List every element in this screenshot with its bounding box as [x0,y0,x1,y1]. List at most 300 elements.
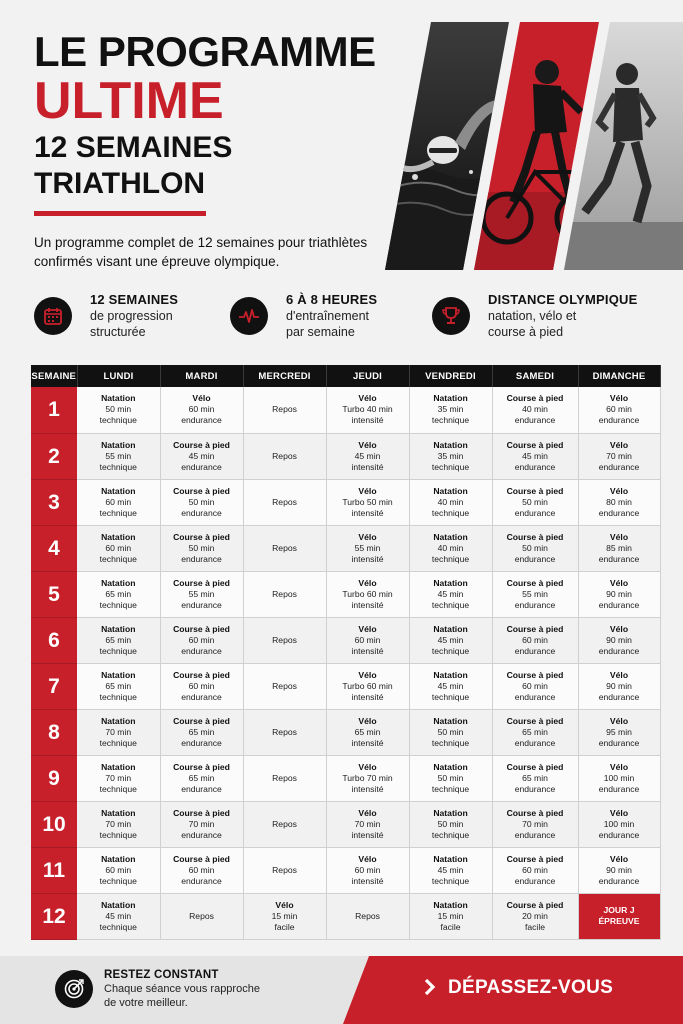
session-detail: technique [99,415,137,426]
session-detail: 60 min [188,864,215,875]
session-title: Vélo [358,715,377,726]
session-cell [326,571,409,617]
session-detail: 60 min [188,634,215,645]
session-cell [409,479,492,525]
session-title: Repos [272,772,297,783]
chevron-right-icon [424,978,436,999]
session-detail: technique [431,461,470,472]
session-detail: endurance [181,645,222,656]
session-cell [492,617,578,663]
session-detail: intensité [351,461,384,472]
session-title: Course à pied [173,669,230,680]
session-detail: intensité [351,737,384,748]
session-title: Repos [272,496,297,507]
week-number: 12 [31,893,77,939]
session-detail: endurance [514,553,556,564]
session-detail: 20 min [522,910,548,921]
session-detail: 50 min [522,542,548,553]
footer [0,956,683,1024]
session-detail: Turbo 50 min [342,496,393,507]
session-detail: 90 min [606,588,632,599]
session-detail: technique [431,783,470,794]
session-cell [243,847,326,893]
session-detail: 65 min [105,680,132,691]
session-detail: 55 min [522,588,548,599]
session-detail: 55 min [188,588,215,599]
session-title: Natation [101,715,136,726]
session-detail: 40 min [437,542,464,553]
session-detail: 50 min [188,496,215,507]
session-title: Course à pied [173,853,230,864]
session-cell [326,801,409,847]
session-detail: 45 min [437,680,464,691]
header-tuesday: MARDI [160,365,243,387]
session-title: Repos [272,634,297,645]
session-detail: intensité [351,645,384,656]
session-title: Natation [101,807,136,818]
session-detail: endurance [514,507,556,518]
footer-message [104,968,304,1010]
session-cell [243,571,326,617]
session-detail: 60 min [522,864,548,875]
session-detail: 90 min [606,680,632,691]
session-detail: endurance [181,461,222,472]
session-detail: endurance [598,507,640,518]
table-row [31,801,660,847]
session-detail: Turbo 60 min [342,588,393,599]
session-cell [77,663,160,709]
week-number: 9 [31,755,77,801]
session-title: Course à pied [506,715,564,726]
session-title: Course à pied [173,485,230,496]
footer-text: Chaque séance vous rapproche de votre meilleur. [104,983,260,1009]
title-line-3: 12 SEMAINES TRIATHLON [34,131,233,200]
week-number: 1 [31,387,77,433]
session-detail: 60 min [354,864,381,875]
session-cell [160,893,243,939]
session-detail: technique [99,783,137,794]
session-detail: 65 min [188,726,215,737]
session-cell [243,893,326,939]
session-cell [492,663,578,709]
session-cell [492,571,578,617]
session-cell [578,663,660,709]
session-detail: endurance [598,691,640,702]
session-cell [492,525,578,571]
session-title: Course à pied [173,439,230,450]
heartbeat-icon [230,297,268,335]
title-line-2: ULTIME [34,72,224,130]
session-title: Vélo [609,807,629,818]
session-title: Repos [272,864,297,875]
session-cell [578,525,660,571]
hero-image [385,22,683,270]
table-row [31,525,660,571]
session-detail: endurance [514,461,556,472]
session-detail: 70 min [606,450,632,461]
session-detail: technique [99,921,137,932]
table-row [31,571,660,617]
session-cell [243,755,326,801]
session-cell [326,525,409,571]
session-detail: 90 min [606,634,632,645]
session-title: Course à pied [506,761,564,772]
session-detail: endurance [598,829,640,840]
session-title: Course à pied [506,393,564,404]
intro-text: Un programme complet de 12 semaines pour triathlètes confirmés visant une épreuve olympique. [34,235,368,269]
session-detail: endurance [598,415,640,426]
session-title: Vélo [609,761,629,772]
session-cell [77,709,160,755]
session-detail: facile [440,921,461,932]
session-cell [160,479,243,525]
week-number: 3 [31,479,77,525]
session-cell [409,571,492,617]
session-title: Natation [433,669,468,680]
feature-weeks-title: 12 SEMAINES [90,292,179,307]
session-detail: ÉPREUVE [598,916,640,926]
week-number: 5 [31,571,77,617]
session-title: Course à pied [506,623,564,634]
session-detail: endurance [514,599,556,610]
session-cell [578,755,660,801]
session-title: Vélo [609,577,629,588]
session-detail: technique [431,737,470,748]
session-detail: technique [99,737,137,748]
session-title: Repos [272,404,297,415]
session-title: Course à pied [173,623,230,634]
schedule-body [31,387,660,939]
session-cell [409,387,492,433]
session-cell [243,433,326,479]
session-detail: 65 min [188,772,215,783]
session-detail: technique [431,553,470,564]
session-detail: 15 min [271,910,298,921]
session-title: Vélo [275,899,294,910]
session-detail: endurance [181,691,222,702]
session-title: Course à pied [506,669,564,680]
session-detail: 60 min [105,864,132,875]
session-cell [77,571,160,617]
session-title: Natation [101,761,136,772]
session-detail: 45 min [105,910,132,921]
table-row [31,387,660,433]
session-detail: technique [431,829,470,840]
session-detail: technique [431,691,470,702]
session-detail: 100 min [603,772,635,783]
session-detail: 60 min [354,634,381,645]
session-cell [578,387,660,433]
table-row [31,709,660,755]
session-detail: 60 min [188,404,215,415]
session-detail: endurance [514,829,556,840]
session-cell [492,801,578,847]
session-detail: 65 min [105,588,132,599]
session-detail: Turbo 60 min [342,680,393,691]
session-detail: intensité [351,829,384,840]
session-title: Natation [101,393,136,404]
session-cell [160,801,243,847]
session-title: JOUR J [603,905,635,915]
session-cell [77,755,160,801]
session-detail: 45 min [437,588,464,599]
session-title: Course à pied [173,577,230,588]
session-detail: technique [99,829,137,840]
session-detail: intensité [351,553,384,564]
session-detail: 45 min [354,450,381,461]
session-detail: 60 min [606,404,632,415]
session-detail: technique [99,875,137,886]
session-cell [492,847,578,893]
header-sunday: DIMANCHE [578,365,660,387]
session-cell [578,847,660,893]
session-detail: technique [431,415,470,426]
session-detail: 70 min [105,726,132,737]
session-detail: endurance [598,875,640,886]
session-detail: 85 min [606,542,632,553]
session-title: Vélo [192,393,211,404]
session-cell [77,801,160,847]
session-title: Natation [101,853,136,864]
session-detail: 90 min [606,864,632,875]
session-detail: 95 min [606,726,632,737]
session-detail: intensité [351,783,384,794]
session-detail: 60 min [105,496,132,507]
session-cell [578,893,660,939]
session-title: Vélo [358,853,377,864]
session-detail: endurance [181,875,222,886]
session-detail: 65 min [105,634,132,645]
table-row [31,617,660,663]
session-detail: intensité [351,875,384,886]
session-detail: technique [431,875,470,886]
session-detail: Turbo 70 min [342,772,393,783]
session-detail: intensité [351,599,384,610]
session-title: Course à pied [506,853,564,864]
session-title: Course à pied [506,807,564,818]
session-cell [243,663,326,709]
title-line-1: LE PROGRAMME [34,28,376,75]
week-number: 10 [31,801,77,847]
features-row [34,292,674,344]
session-detail: 70 min [522,818,548,829]
session-cell [326,479,409,525]
session-detail: 65 min [354,726,381,737]
session-detail: 60 min [522,634,548,645]
session-detail: technique [431,599,470,610]
session-cell [326,847,409,893]
session-title: Vélo [609,531,629,542]
week-number: 6 [31,617,77,663]
header-saturday: SAMEDI [492,365,578,387]
session-detail: endurance [598,645,640,656]
session-detail: 45 min [437,864,464,875]
session-cell [492,709,578,755]
session-title: Natation [101,439,136,450]
session-cell [492,433,578,479]
session-title: Natation [101,899,136,910]
session-cell [243,479,326,525]
session-cell [77,387,160,433]
session-detail: 45 min [437,634,464,645]
session-cell [243,617,326,663]
week-number: 4 [31,525,77,571]
header-friday: VENDREDI [409,365,492,387]
session-detail: 50 min [437,726,464,737]
session-cell [409,801,492,847]
session-cell [578,709,660,755]
session-title: Vélo [358,669,377,680]
session-cell [409,525,492,571]
session-detail: endurance [598,737,640,748]
session-cell [160,755,243,801]
session-cell [77,847,160,893]
session-detail: endurance [514,691,556,702]
session-detail: endurance [181,829,222,840]
session-detail: 70 min [188,818,215,829]
session-detail: endurance [598,599,640,610]
header-thursday: JEUDI [326,365,409,387]
session-detail: 55 min [354,542,381,553]
session-detail: 35 min [437,450,464,461]
session-cell [243,801,326,847]
feature-distance-text: natation, vélo et course à pied [488,309,577,339]
session-title: Natation [433,485,468,496]
session-title: Vélo [358,761,377,772]
session-detail: 15 min [437,910,464,921]
session-detail: technique [99,553,137,564]
session-detail: 80 min [606,496,632,507]
session-title: Course à pied [506,899,564,910]
week-number: 8 [31,709,77,755]
trophy-icon [432,297,470,335]
session-detail: 55 min [105,450,132,461]
schedule-table [31,365,661,940]
session-title: Natation [433,807,468,818]
session-detail: 60 min [105,542,132,553]
session-detail: technique [431,507,470,518]
table-row [31,755,660,801]
table-row [31,893,660,939]
session-detail: 50 min [437,772,464,783]
session-detail: 35 min [437,404,464,415]
session-detail: 65 min [522,726,548,737]
session-detail: endurance [181,507,222,518]
cta-button[interactable] [424,977,613,999]
session-detail: technique [99,507,137,518]
session-title: Course à pied [506,485,564,496]
session-cell [243,387,326,433]
session-title: Vélo [609,715,629,726]
session-cell [409,847,492,893]
session-title: Vélo [609,439,629,450]
session-cell [492,893,578,939]
header-monday: LUNDI [77,365,160,387]
session-title: Vélo [358,393,377,404]
session-detail: 50 min [105,404,132,415]
session-title: Vélo [358,807,377,818]
session-title: Vélo [609,393,629,404]
session-cell [326,387,409,433]
session-detail: 40 min [437,496,464,507]
session-cell [77,893,160,939]
session-title: Repos [272,818,297,829]
session-cell [326,433,409,479]
session-detail: intensité [351,507,384,518]
feature-distance [432,292,638,340]
session-title: Course à pied [173,531,230,542]
session-detail: endurance [181,415,222,426]
session-detail: 70 min [354,818,381,829]
session-detail: facile [524,921,546,932]
feature-hours-text: d'entraînement par semaine [286,309,369,339]
session-cell [160,433,243,479]
session-title: Natation [433,439,468,450]
session-cell [160,709,243,755]
session-detail: technique [99,461,137,472]
session-detail: technique [99,691,137,702]
session-detail: endurance [181,599,222,610]
target-icon [55,970,93,1008]
session-cell [160,571,243,617]
session-title: Course à pied [173,715,230,726]
session-title: Natation [433,899,468,910]
session-detail: 50 min [437,818,464,829]
week-number: 2 [31,433,77,479]
session-cell [160,525,243,571]
session-cell [160,847,243,893]
session-cell [409,755,492,801]
session-cell [492,479,578,525]
calendar-icon [34,297,72,335]
session-detail: endurance [598,461,640,472]
session-detail: 50 min [188,542,215,553]
session-title: Natation [433,577,468,588]
session-cell [578,571,660,617]
session-detail: technique [99,645,137,656]
session-cell [326,709,409,755]
session-title: Course à pied [506,439,564,450]
session-detail: intensité [351,691,384,702]
feature-distance-title: DISTANCE OLYMPIQUE [488,292,638,307]
session-cell [326,617,409,663]
session-title: Repos [272,588,297,599]
header-week: SEMAINE [31,365,77,387]
session-detail: endurance [514,415,556,426]
session-cell [326,663,409,709]
session-cell [578,433,660,479]
session-title: Vélo [609,669,629,680]
session-title: Vélo [358,531,377,542]
session-detail: 45 min [188,450,215,461]
session-cell [578,479,660,525]
session-cell [243,525,326,571]
session-cell [77,617,160,663]
session-title: Vélo [358,623,377,634]
session-cell [160,663,243,709]
session-cell [243,709,326,755]
session-title: Natation [101,669,136,680]
session-detail: technique [99,599,137,610]
session-title: Course à pied [506,577,564,588]
session-title: Natation [101,577,136,588]
session-detail: endurance [598,783,640,794]
session-title: Course à pied [173,761,230,772]
session-title: Natation [101,485,136,496]
session-title: Course à pied [173,807,230,818]
session-title: Repos [272,726,297,737]
session-detail: Turbo 40 min [342,404,393,415]
